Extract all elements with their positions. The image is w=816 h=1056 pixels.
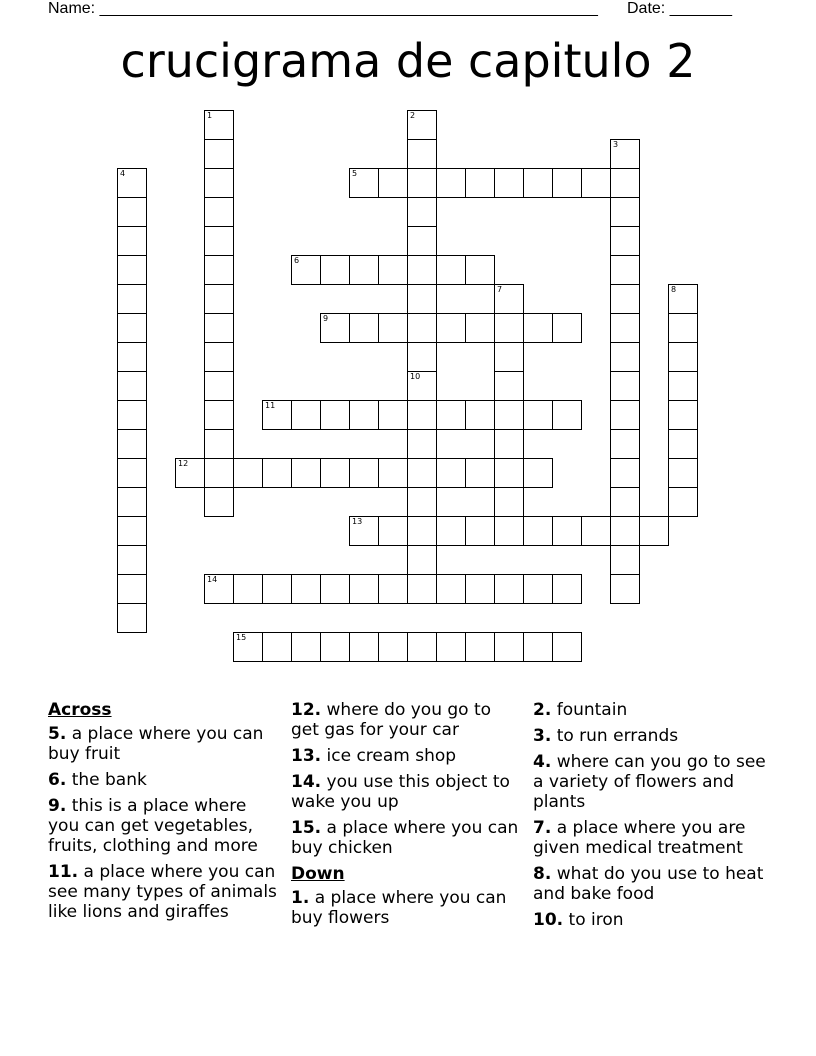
cell-number: 12 [178,459,189,468]
crossword-cell[interactable] [262,458,292,488]
crossword-cell[interactable] [407,429,437,459]
crossword-cell[interactable] [523,574,553,604]
crossword-cell[interactable] [407,574,437,604]
crossword-cell[interactable] [407,632,437,662]
clue-number: 3. [533,726,552,746]
crossword-cell[interactable] [117,400,147,430]
crossword-cell[interactable] [117,284,147,314]
clue-text: to run errands [556,726,679,746]
clues-column-1 [48,700,280,928]
crossword-cell[interactable] [639,516,669,546]
crossword-cell[interactable] [320,255,350,285]
crossword-cell[interactable] [465,574,495,604]
clue-text: a place where you can buy flowers [291,888,507,928]
crossword-cell[interactable] [523,632,553,662]
clue-down-8 [533,864,773,904]
crossword-cell[interactable] [494,458,524,488]
crossword-cell[interactable] [349,458,379,488]
clue-number: 15. [291,818,322,838]
crossword-cell[interactable] [117,168,147,198]
crossword-cell[interactable] [407,342,437,372]
clue-across-9 [48,796,280,856]
crossword-cell[interactable] [668,371,698,401]
crossword-cell[interactable] [523,168,553,198]
clue-text: ice cream shop [326,746,457,766]
crossword-cell[interactable] [407,371,437,401]
crossword-cell[interactable] [291,255,321,285]
clue-text: where can you go to see a variety of flowers and plants [533,752,766,812]
crossword-cell[interactable] [378,516,408,546]
crossword-cell[interactable] [204,313,234,343]
clue-across-5 [48,724,280,764]
crossword-cell[interactable] [465,458,495,488]
crossword-cell[interactable] [233,574,263,604]
crossword-cell[interactable] [494,400,524,430]
crossword-cell[interactable] [117,342,147,372]
crossword-cell[interactable] [204,371,234,401]
crossword-cell[interactable] [494,574,524,604]
crossword-cell[interactable] [523,400,553,430]
crossword-cell[interactable] [407,168,437,198]
clue-text: a place where you can buy fruit [48,724,264,764]
crossword-cell[interactable] [494,284,524,314]
crossword-cell[interactable] [668,429,698,459]
crossword-cell[interactable] [117,371,147,401]
crossword-cell[interactable] [204,458,234,488]
crossword-cell[interactable] [378,168,408,198]
crossword-cell[interactable] [204,574,234,604]
crossword-cell[interactable] [494,632,524,662]
crossword-cell[interactable] [378,313,408,343]
clue-number: 10. [533,910,564,930]
crossword-cell[interactable] [552,400,582,430]
crossword-cell[interactable] [610,342,640,372]
clue-number: 7. [533,818,552,838]
clue-across-14 [291,772,523,812]
crossword-cell[interactable] [204,110,234,140]
crossword-cell[interactable] [320,632,350,662]
cell-number: 1 [207,111,213,120]
crossword-cell[interactable] [668,487,698,517]
page-title: crucigrama de capitulo 2 [120,34,696,88]
crossword-cell[interactable] [436,632,466,662]
crossword-cell[interactable] [610,516,640,546]
crossword-cell[interactable] [407,458,437,488]
crossword-cell[interactable] [117,458,147,488]
crossword-cell[interactable] [117,574,147,604]
crossword-cell[interactable] [117,516,147,546]
crossword-cell[interactable] [494,313,524,343]
crossword-cell[interactable] [117,255,147,285]
crossword-cell[interactable] [436,313,466,343]
crossword-cell[interactable] [610,545,640,575]
crossword-cell[interactable] [668,313,698,343]
crossword-cell[interactable] [117,487,147,517]
crossword-cell[interactable] [175,458,205,488]
crossword-cell[interactable] [610,139,640,169]
crossword-cell[interactable] [117,226,147,256]
crossword-cell[interactable] [610,371,640,401]
clue-down-2 [533,700,773,720]
crossword-cell[interactable] [552,632,582,662]
cell-number: 11 [265,401,276,410]
crossword-cell[interactable] [262,632,292,662]
clue-number: 8. [533,864,552,884]
clue-text: a place where you can buy chicken [291,818,519,858]
crossword-cell[interactable] [494,168,524,198]
crossword-cell[interactable] [291,574,321,604]
date-line: Date: _______ [627,0,732,17]
cell-number: 6 [294,256,300,265]
clue-text: to iron [568,910,624,930]
crossword-cell[interactable] [204,487,234,517]
crossword-cell[interactable] [436,400,466,430]
crossword-cell[interactable] [204,197,234,227]
crossword-cell[interactable] [610,313,640,343]
cell-number: 15 [236,633,247,642]
crossword-cell[interactable] [378,574,408,604]
crossword-cell[interactable] [465,516,495,546]
clue-text: this is a place where you can get vegetables, fruits, clothing and more [48,796,258,856]
clue-number: 4. [533,752,552,772]
crossword-cell[interactable] [668,400,698,430]
name-line: Name: ________________________________________________________ [48,0,598,17]
crossword-cell[interactable] [668,458,698,488]
crossword-cell[interactable] [523,313,553,343]
crossword-cell[interactable] [494,342,524,372]
crossword-cell[interactable] [320,574,350,604]
crossword-cell[interactable] [204,342,234,372]
crossword-cell[interactable] [349,516,379,546]
clue-text: a place where you can see many types of animals like lions and giraffes [48,862,277,922]
crossword-cell[interactable] [523,458,553,488]
crossword-cell[interactable] [204,255,234,285]
crossword-cell[interactable] [117,603,147,633]
crossword-cell[interactable] [465,255,495,285]
crossword-cell[interactable] [291,632,321,662]
clue-across-11 [48,862,280,922]
clue-down-10 [533,910,773,930]
clue-number: 6. [48,770,67,790]
clue-number: 1. [291,888,310,908]
crossword-cell[interactable] [465,313,495,343]
crossword-cell[interactable] [436,168,466,198]
crossword-cell[interactable] [233,632,263,662]
down-heading: Down [291,864,345,884]
crossword-cell[interactable] [291,458,321,488]
crossword-cell[interactable] [117,313,147,343]
crossword-cell[interactable] [349,255,379,285]
clue-across-6 [48,770,280,790]
crossword-cell[interactable] [494,371,524,401]
crossword-cell[interactable] [233,458,263,488]
crossword-cell[interactable] [204,168,234,198]
clue-down-1 [291,888,523,928]
clues-column-3 [533,700,773,936]
crossword-cell[interactable] [407,197,437,227]
crossword-cell[interactable] [610,574,640,604]
crossword-cell[interactable] [436,574,466,604]
clue-text: the bank [71,770,147,790]
crossword-cell[interactable] [407,139,437,169]
crossword-cell[interactable] [610,487,640,517]
crossword-cell[interactable] [436,516,466,546]
crossword-cell[interactable] [581,168,611,198]
crossword-cell[interactable] [668,342,698,372]
crossword-cell[interactable] [494,516,524,546]
crossword-cell[interactable] [552,516,582,546]
clue-down-3 [533,726,773,746]
cell-number: 2 [410,111,416,120]
clue-text: a place where you are given medical treatment [533,818,746,858]
cell-number: 5 [352,169,358,178]
crossword-cell[interactable] [320,400,350,430]
crossword-cell[interactable] [407,313,437,343]
cell-number: 13 [352,517,363,526]
crossword-cell[interactable] [204,226,234,256]
crossword-cell[interactable] [465,400,495,430]
crossword-cell[interactable] [523,516,553,546]
crossword-cell[interactable] [349,574,379,604]
cell-number: 7 [497,285,503,294]
crossword-cell[interactable] [552,168,582,198]
clue-number: 13. [291,746,322,766]
crossword-cell[interactable] [436,255,466,285]
clue-number: 2. [533,700,552,720]
crossword-cell[interactable] [610,255,640,285]
crossword-cell[interactable] [610,197,640,227]
clue-text: fountain [556,700,628,720]
crossword-cell[interactable] [552,574,582,604]
crossword-cell[interactable] [320,313,350,343]
cell-number: 9 [323,314,329,323]
crossword-cell[interactable] [610,168,640,198]
clue-text: you use this object to wake you up [291,772,510,812]
crossword-cell[interactable] [581,516,611,546]
crossword-cell[interactable] [494,429,524,459]
crossword-cell[interactable] [117,545,147,575]
crossword-cell[interactable] [436,458,466,488]
crossword-cell[interactable] [378,458,408,488]
cell-number: 14 [207,575,218,584]
crossword-cell[interactable] [668,284,698,314]
clue-number: 5. [48,724,67,744]
crossword-cell[interactable] [465,168,495,198]
crossword-cell[interactable] [552,313,582,343]
cell-number: 3 [613,140,619,149]
clue-number: 9. [48,796,67,816]
crossword-cell[interactable] [204,400,234,430]
crossword-cell[interactable] [204,139,234,169]
crossword-cell[interactable] [349,168,379,198]
across-heading: Across [48,700,112,720]
crossword-cell[interactable] [349,313,379,343]
crossword-cell[interactable] [262,574,292,604]
crossword-cell[interactable] [610,226,640,256]
crossword-cell[interactable] [262,400,292,430]
crossword-cell[interactable] [291,400,321,430]
clue-down-7 [533,818,773,858]
crossword-cell[interactable] [407,516,437,546]
crossword-cell[interactable] [407,487,437,517]
crossword-cell[interactable] [204,284,234,314]
crossword-cell[interactable] [349,400,379,430]
clue-text: what do you use to heat and bake food [533,864,764,904]
crossword-cell[interactable] [320,458,350,488]
crossword-cell[interactable] [610,400,640,430]
cell-number: 8 [671,285,677,294]
clue-across-15 [291,818,523,858]
crossword-cell[interactable] [407,226,437,256]
crossword-cell[interactable] [407,545,437,575]
crossword-cell[interactable] [465,632,495,662]
crossword-cell[interactable] [204,429,234,459]
crossword-cell[interactable] [407,284,437,314]
crossword-cell[interactable] [610,284,640,314]
clue-number: 11. [48,862,79,882]
clue-down-4 [533,752,773,812]
crossword-cell[interactable] [407,255,437,285]
crossword-cell[interactable] [610,458,640,488]
crossword-cell[interactable] [117,429,147,459]
clue-text: where do you go to get gas for your car [291,700,492,740]
crossword-cell[interactable] [494,487,524,517]
crossword-cell[interactable] [378,632,408,662]
crossword-cell[interactable] [378,255,408,285]
clue-number: 14. [291,772,322,792]
crossword-cell[interactable] [407,400,437,430]
clue-number: 12. [291,700,322,720]
clue-across-12 [291,700,523,740]
cell-number: 10 [410,372,421,381]
crossword-cell[interactable] [610,429,640,459]
crossword-cell[interactable] [378,400,408,430]
crossword-cell[interactable] [117,197,147,227]
clue-across-13 [291,746,523,766]
crossword-cell[interactable] [349,632,379,662]
cell-number: 4 [120,169,126,178]
clues-column-2 [291,700,523,934]
crossword-cell[interactable] [407,110,437,140]
